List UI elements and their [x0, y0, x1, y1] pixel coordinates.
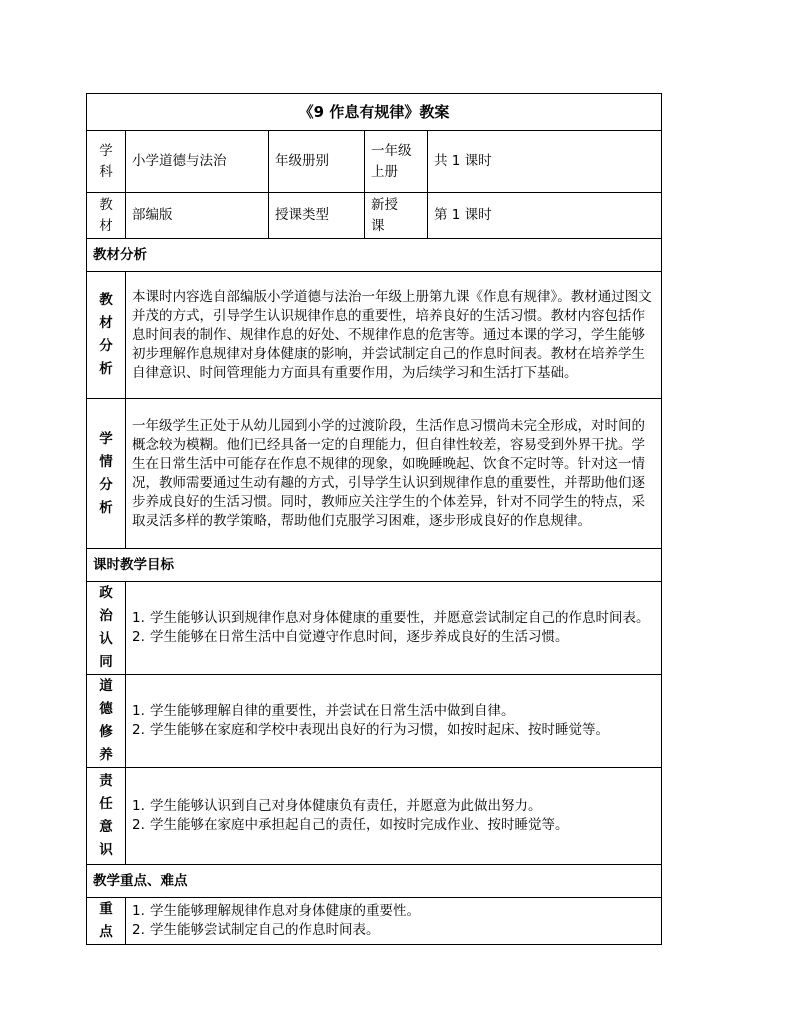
textbook-analysis-label: 教材分析	[87, 272, 126, 399]
section-title-keypoints: 教学重点、难点	[87, 865, 662, 898]
document-title: 《9 作息有规律》教案	[87, 94, 662, 131]
header-row-1	[87, 131, 662, 193]
section-title-analysis: 教材分析	[87, 239, 662, 272]
type-value: 新授课	[365, 193, 428, 239]
student-analysis-row	[87, 399, 662, 549]
student-analysis-text: 一年级学生正处于从幼儿园到小学的过渡阶段，生活作息习惯尚未完全形成，对时间的概念较为模糊。他们已经具备一定的自理能力，但自律性较差，容易受到外界干扰。学生在日常生活中可能存在作息不规律的现象，如晚睡晚起、饮食不定时等。针对这一情况，教师需要通过生动有趣的方式，引导学生认识到规律作息的重要性，并帮助他们逐步养成良好的生活习惯。同时，教师应关注学生的个体差异，针对不同学生的特点，采取灵活多样的教学策略，帮助他们克服学习困难，逐步形成良好的作息规律。	[126, 399, 662, 549]
list-item: 2. 学生能够在日常生活中自觉遵守作息时间，逐步养成良好的生活习惯。	[132, 629, 569, 645]
list-item: 1. 学生能够认识到自己对身体健康负有责任，并愿意为此做出努力。	[132, 798, 542, 814]
keypoints-items	[126, 898, 662, 945]
header-row-2	[87, 193, 662, 239]
objective-label: 政治认同	[87, 582, 126, 675]
section-row-analysis	[87, 239, 662, 272]
objective-label: 责任意识	[87, 768, 126, 865]
grade-label: 年级册别	[269, 131, 365, 193]
list-item: 2. 学生能够尝试制定自己的作息时间表。	[132, 922, 380, 938]
textbook-analysis-row	[87, 272, 662, 399]
list-item: 2. 学生能够在家庭中承担起自己的责任，如按时完成作业、按时睡觉等。	[132, 817, 569, 833]
section-title-objectives: 课时教学目标	[87, 549, 662, 582]
period-value: 共 1 课时	[428, 131, 662, 193]
lesson-value: 第 1 课时	[428, 193, 662, 239]
material-value: 部编版	[126, 193, 269, 239]
subject-value: 小学道德与法治	[126, 131, 269, 193]
keypoints-row	[87, 898, 662, 945]
objective-label: 道德修养	[87, 675, 126, 768]
keypoints-label: 重点	[87, 898, 126, 945]
list-item: 1. 学生能够理解自律的重要性，并尝试在日常生活中做到自律。	[132, 703, 515, 719]
objective-items	[126, 675, 662, 768]
lesson-plan-table	[86, 93, 662, 945]
title-row	[87, 94, 662, 131]
objective-row	[87, 582, 662, 675]
list-item: 2. 学生能够在家庭和学校中表现出良好的行为习惯，如按时起床、按时睡觉等。	[132, 722, 609, 738]
type-label: 授课类型	[269, 193, 365, 239]
objective-items	[126, 768, 662, 865]
textbook-analysis-text: 本课时内容选自部编版小学道德与法治一年级上册第九课《作息有规律》。教材通过图文并茂的方式，引导学生认识规律作息的重要性，培养良好的生活习惯。教材内容包括作息时间表的制作、规律作息的好处、不规律作息的危害等。通过本课的学习，学生能够初步理解作息规律对身体健康的影响，并尝试制定自己的作息时间表。教材在培养学生自律意识、时间管理能力方面具有重要作用，为后续学习和生活打下基础。	[126, 272, 662, 399]
section-row-keypoints	[87, 865, 662, 898]
objective-items	[126, 582, 662, 675]
list-item: 1. 学生能够认识到规律作息对身体健康的重要性，并愿意尝试制定自己的作息时间表。	[132, 610, 650, 626]
subject-label: 学科	[87, 131, 126, 193]
student-analysis-label: 学情分析	[87, 399, 126, 549]
section-row-objectives	[87, 549, 662, 582]
list-item: 1. 学生能够理解规律作息对身体健康的重要性。	[132, 903, 420, 919]
objective-row	[87, 768, 662, 865]
objective-row	[87, 675, 662, 768]
grade-value: 一年级上册	[365, 131, 428, 193]
material-label: 教材	[87, 193, 126, 239]
